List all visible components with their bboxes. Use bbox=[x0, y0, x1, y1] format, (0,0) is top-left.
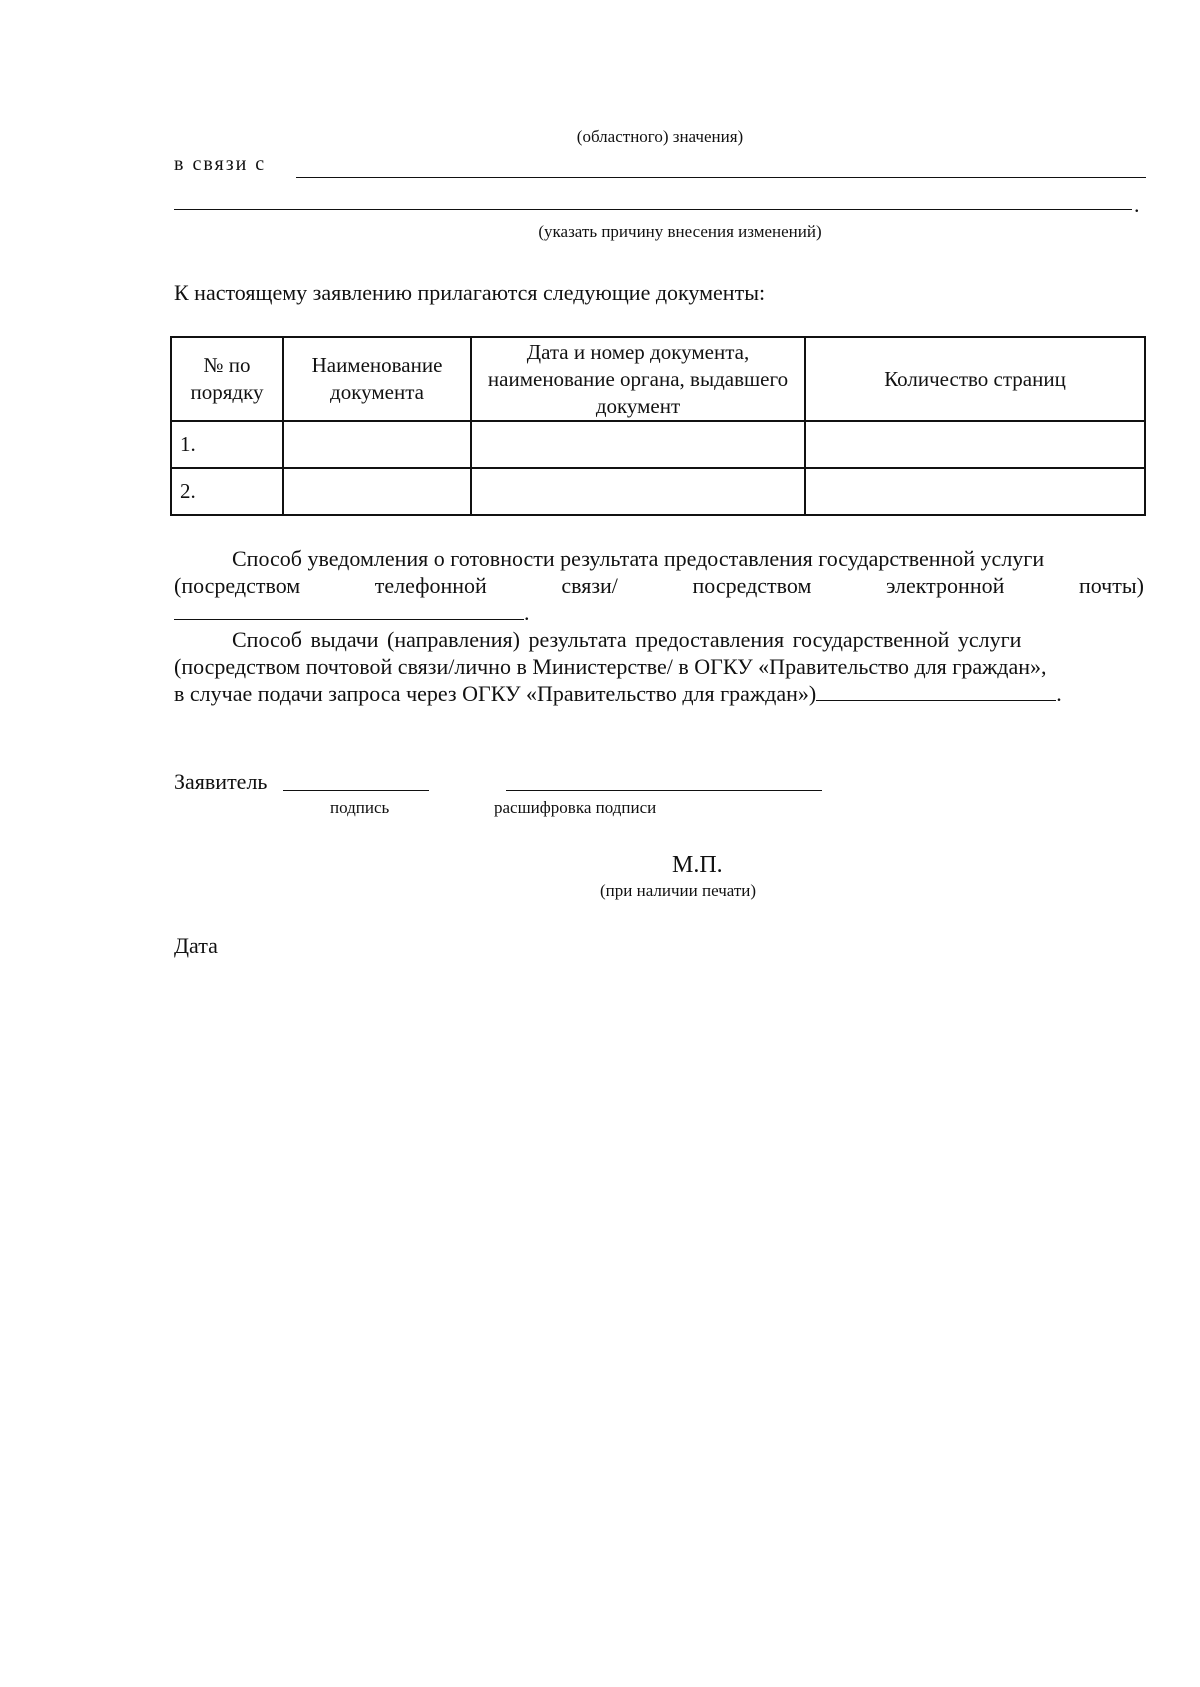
document-date-cell[interactable] bbox=[471, 468, 805, 515]
applicant-label: Заявитель bbox=[174, 769, 268, 794]
delivery-text-2: (посредством почтовой связи/лично в Министерстве/ в ОГКУ «Правительство для граждан», bbox=[174, 654, 1047, 679]
delivery-text-1: Способ выдачи (направления) результата предоставления государственной услуги bbox=[232, 627, 1022, 652]
table-row bbox=[171, 468, 1145, 515]
notification-field[interactable] bbox=[174, 599, 524, 620]
delivery-paragraph bbox=[174, 626, 1144, 707]
notification-period: . bbox=[524, 600, 530, 625]
delivery-period: . bbox=[1056, 681, 1062, 706]
attachments-table bbox=[170, 336, 1146, 516]
reason-caption: (указать причину внесения изменений) bbox=[538, 222, 822, 241]
stamp-caption: (при наличии печати) bbox=[600, 881, 757, 900]
delivery-line-3 bbox=[174, 680, 1144, 707]
signature-decoding-field[interactable] bbox=[506, 790, 822, 791]
signature-decoding-caption: расшифровка подписи bbox=[494, 798, 657, 817]
reason-field-line-2[interactable] bbox=[174, 209, 1132, 210]
notification-line-1 bbox=[174, 545, 1144, 572]
notification-line-3 bbox=[174, 599, 1144, 626]
column-header-date-number: Дата и номер документа, наименование органа, выдавшего документ bbox=[471, 337, 805, 421]
row-number: 1. bbox=[171, 421, 283, 468]
signature-field[interactable] bbox=[283, 790, 429, 791]
table-header-row bbox=[171, 337, 1145, 421]
signature-caption: подпись bbox=[330, 798, 390, 817]
attachments-intro: К настоящему заявлению прилагаются следующие документы: bbox=[174, 280, 766, 305]
notification-paragraph bbox=[174, 545, 1144, 626]
page-count-cell[interactable] bbox=[805, 421, 1145, 468]
notification-text-1: Способ уведомления о готовности результата предоставления государственной услуги bbox=[232, 546, 1045, 571]
delivery-line-1 bbox=[174, 626, 1144, 653]
delivery-text-3: в случае подачи запроса через ОГКУ «Правительство для граждан») bbox=[174, 681, 817, 706]
document-name-cell[interactable] bbox=[283, 421, 471, 468]
column-header-number: № по порядку bbox=[171, 337, 283, 421]
delivery-line-2 bbox=[174, 653, 1144, 680]
notification-word: электронной bbox=[885, 573, 1005, 598]
document-date-cell[interactable] bbox=[471, 421, 805, 468]
stamp-label: М.П. bbox=[672, 852, 723, 878]
notification-line-2 bbox=[174, 572, 1144, 599]
reason-field-line-1[interactable] bbox=[296, 177, 1146, 178]
in-connection-label: в связи с bbox=[174, 153, 267, 175]
date-label: Дата bbox=[174, 933, 218, 958]
page-count-cell[interactable] bbox=[805, 468, 1145, 515]
notification-word: посредством bbox=[692, 573, 812, 598]
row-number: 2. bbox=[171, 468, 283, 515]
notification-word: телефонной bbox=[374, 573, 487, 598]
column-header-name: Наименование документа bbox=[283, 337, 471, 421]
document-name-cell[interactable] bbox=[283, 468, 471, 515]
notification-word: связи/ bbox=[561, 573, 618, 598]
notification-word: (посредством bbox=[174, 573, 301, 598]
regional-caption: (областного) значения) bbox=[576, 127, 744, 146]
reason-period: . bbox=[1134, 192, 1140, 217]
table-row bbox=[171, 421, 1145, 468]
delivery-field[interactable] bbox=[816, 680, 1056, 701]
column-header-page-count: Количество страниц bbox=[805, 337, 1145, 421]
notification-word: почты) bbox=[1078, 573, 1144, 598]
